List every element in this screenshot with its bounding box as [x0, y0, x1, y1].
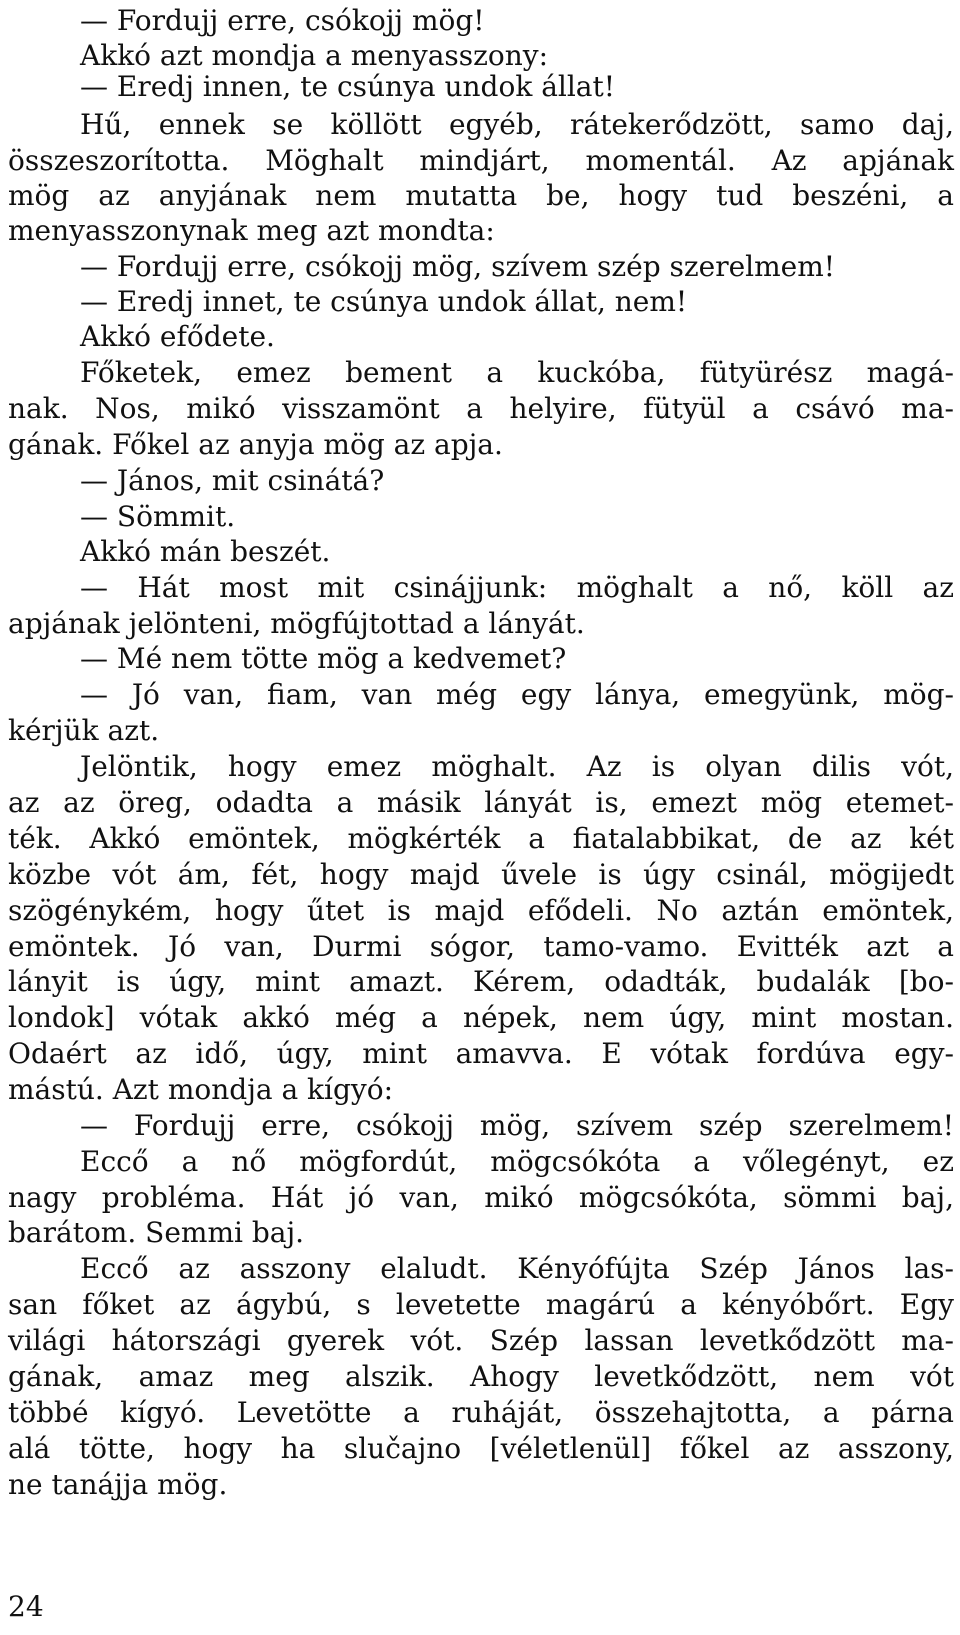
book-page	[8, 0, 954, 1635]
text-line: Jelöntik, hogy emez möghalt. Az is olyan dilis vót,	[80, 750, 954, 783]
text-line: alá tötte, hogy ha slučajno [véletlenül] főkel az asszony,	[8, 1432, 954, 1465]
text-line: gának. Főkel az anyja mög az apja.	[8, 428, 503, 461]
text-line: — Sömmit.	[80, 500, 236, 533]
text-line: — János, mit csinátá?	[80, 464, 385, 497]
text-line: kérjük azt.	[8, 714, 160, 747]
text-line: összeszorította. Möghalt mindjárt, momentál. Az apjának	[8, 144, 954, 177]
text-line: Hű, ennek se köllött egyéb, rátekerődzött, samo daj,	[80, 108, 954, 141]
text-line: menyasszonynak meg azt mondta:	[8, 214, 495, 247]
text-line: Eccő az asszony elaludt. Kényófújta Szép János las-	[80, 1252, 954, 1285]
text-line: san főket az ágybú, s levetette magárú a kényóbőrt. Egy	[8, 1288, 954, 1321]
text-line: Főketek, emez bement a kuckóba, fütyürész magá-	[80, 356, 954, 389]
text-line: emöntek. Jó van, Durmi sógor, tamo-vamo. Evitték azt a	[8, 930, 954, 963]
text-line: — Fordujj erre, csókojj mög, szívem szép szerelmem!	[80, 250, 836, 283]
text-line: gának, amaz meg alszik. Ahogy levetkődzött, nem vót	[8, 1360, 954, 1393]
text-line: közbe vót ám, fét, hogy majd űvele is úgy csinál, mögijedt	[8, 858, 954, 891]
text-line: többé kígyó. Levetötte a ruháját, összehajtotta, a párna	[8, 1396, 954, 1429]
text-line: nagy probléma. Hát jó van, mikó mögcsókóta, sömmi baj,	[8, 1181, 954, 1214]
text-line: világi hátországi gyerek vót. Szép lassan levetkődzött ma-	[8, 1324, 954, 1357]
text-line: ték. Akkó emöntek, mögkérték a fiatalabbikat, de az két	[8, 822, 954, 855]
text-line: Akkó azt mondja a menyasszony:	[80, 39, 549, 72]
text-line: Akkó mán beszét.	[80, 535, 331, 568]
page-number: 24	[8, 1590, 44, 1623]
text-line: Akkó efődete.	[80, 320, 275, 353]
text-line: lányit is úgy, mint amazt. Kérem, odadták, budalák [bo-	[8, 965, 954, 998]
text-line: Odaért az idő, úgy, mint amavva. E vótak fordúva egy-	[8, 1037, 954, 1070]
text-line: barátom. Semmi baj.	[8, 1216, 305, 1249]
text-line: — Jó van, fiam, van még egy lánya, emegyünk, mög-	[80, 678, 954, 711]
text-line: — Hát most mit csinájjunk: möghalt a nő, köll az	[80, 571, 954, 604]
text-line: — Eredj innet, te csúnya undok állat, nem!	[80, 285, 688, 318]
text-line: — Fordujj erre, csókojj mög, szívem szép szerelmem!	[80, 1109, 954, 1142]
text-line: Eccő a nő mögfordút, mögcsókóta a vőlegényt, ez	[80, 1145, 954, 1178]
text-line: az az öreg, odadta a másik lányát is, emezt mög etemet-	[8, 786, 954, 819]
text-line: ne tanájja mög.	[8, 1468, 228, 1501]
text-line: mög az anyjának nem mutatta be, hogy tud beszéni, a	[8, 179, 954, 212]
text-line: nak. Nos, mikó visszamönt a helyire, fütyül a csávó ma-	[8, 392, 954, 425]
text-line: szögénykém, hogy űtet is majd efődeli. No aztán emöntek,	[8, 894, 954, 927]
text-line: — Mé nem tötte mög a kedvemet?	[80, 642, 567, 675]
text-line: — Fordujj erre, csókojj mög!	[80, 4, 485, 37]
text-line: — Eredj innen, te csúnya undok állat!	[80, 70, 615, 103]
text-line: londok] vótak akkó még a népek, nem úgy, mint mostan.	[8, 1001, 954, 1034]
text-line: apjának jelönteni, mögfújtottad a lányát.	[8, 607, 585, 640]
text-line: mástú. Azt mondja a kígyó:	[8, 1073, 394, 1106]
